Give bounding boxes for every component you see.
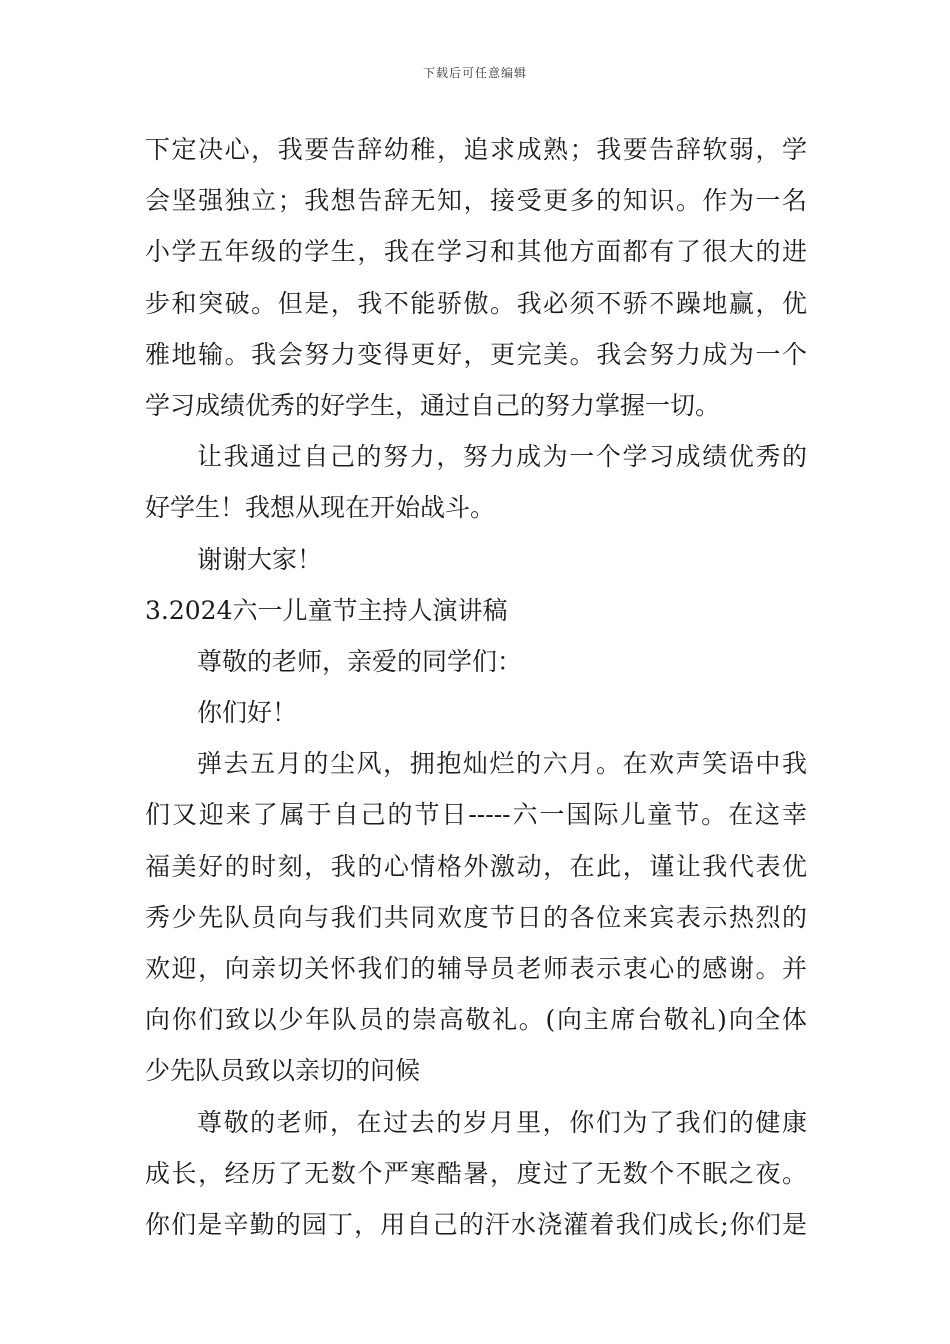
text-line: 成长，经历了无数个严寒酷暑，度过了无数个不眠之夜。 bbox=[145, 1158, 807, 1188]
text-line: 会坚强独立；我想告辞无知，接受更多的知识。作为一名 bbox=[145, 186, 807, 216]
text-line: 学习成绩优秀的好学生，通过自己的努力掌握一切。 bbox=[145, 390, 721, 420]
text-line: 尊敬的老师，在过去的岁月里，你们为了我们的健康 bbox=[197, 1107, 807, 1137]
section-heading: 3.2024六一儿童节主持人演讲稿 bbox=[145, 595, 508, 625]
text-line: 欢迎，向亲切关怀我们的辅导员老师表示衷心的感谢。并 bbox=[145, 954, 807, 983]
document-body bbox=[145, 124, 807, 1250]
text-line: 秀少先队员向与我们共同欢度节日的各位来宾表示热烈的 bbox=[145, 902, 807, 932]
text-line: 弹去五月的尘风，拥抱灿烂的六月。在欢声笑语中我 bbox=[197, 749, 807, 779]
text-line: 雅地输。我会努力变得更好，更完美。我会努力成为一个 bbox=[145, 339, 807, 369]
text-line: 向你们致以少年队员的崇高敬礼。(向主席台敬礼)向全体 bbox=[145, 1005, 807, 1035]
text-line: 谢谢大家！ bbox=[197, 544, 323, 574]
text-line: 让我通过自己的努力，努力成为一个学习成绩优秀的 bbox=[197, 442, 807, 472]
text-line: 下定决心，我要告辞幼稚，追求成熟；我要告辞软弱，学 bbox=[145, 135, 807, 164]
text-line: 你们好！ bbox=[197, 698, 298, 728]
text-line: 小学五年级的学生，我在学习和其他方面都有了很大的进 bbox=[145, 237, 807, 267]
text-line: 们又迎来了属于自己的节日-----六一国际儿童节。在这幸 bbox=[145, 800, 807, 830]
text-line: 你们是辛勤的园丁，用自己的汗水浇灌着我们成长;你们是 bbox=[145, 1209, 807, 1239]
text-line: 步和突破。但是，我不能骄傲。我必须不骄不躁地赢，优 bbox=[145, 288, 807, 318]
text-line: 少先队员致以亲切的问候 bbox=[145, 1056, 421, 1086]
page-header: 下载后可任意编辑 bbox=[422, 66, 527, 80]
text-line: 好学生！我想从现在开始战斗。 bbox=[145, 493, 496, 523]
text-line: 福美好的时刻，我的心情格外激动，在此，谨让我代表优 bbox=[145, 851, 807, 881]
text-line: 尊敬的老师，亲爱的同学们： bbox=[197, 646, 523, 676]
